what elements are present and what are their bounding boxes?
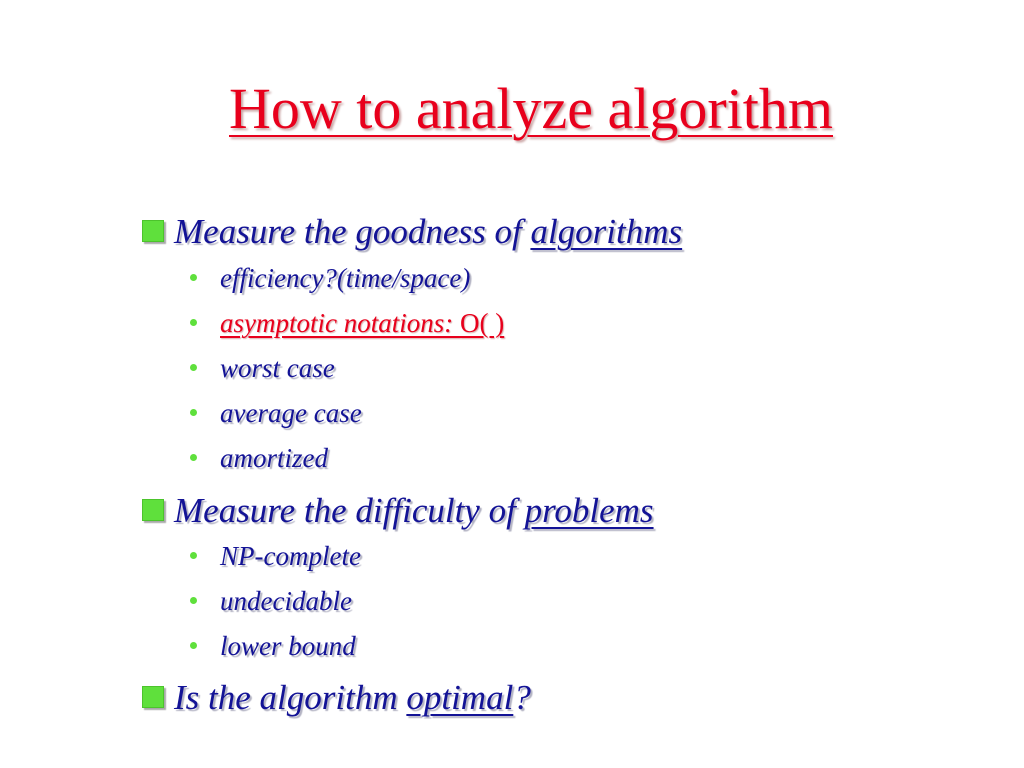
bullet-lead: Is the algorithm: [174, 678, 407, 717]
dot-bullet-icon: [190, 319, 197, 326]
sub-bullet-text: lower bound: [220, 631, 356, 661]
bullet-optimal: [142, 680, 531, 715]
dot-bullet-icon: [190, 597, 197, 604]
sub-bullet-text: average case: [220, 398, 362, 428]
sub-bullet-text: asymptotic notations:: [220, 308, 460, 338]
square-bullet-icon: [142, 686, 164, 708]
sub-bullet-text: efficiency?(time/space): [220, 263, 471, 293]
dot-bullet-icon: [190, 552, 197, 559]
sub-bullet-np-complete: [190, 543, 361, 570]
slide-title: How to analyze algorithm: [229, 76, 833, 141]
sub-bullet-lower-bound: [190, 633, 356, 660]
problems-link[interactable]: problems: [524, 491, 654, 530]
sub-bullet-text: NP-complete: [220, 541, 361, 571]
sub-bullet-text: amortized: [220, 443, 328, 473]
dot-bullet-icon: [190, 364, 197, 371]
dot-bullet-icon: [190, 274, 197, 281]
asymptotic-notations-link[interactable]: [220, 308, 504, 338]
bullet-lead: Measure the difficulty of: [174, 491, 525, 530]
sub-bullet-average-case: [190, 400, 362, 427]
sub-bullet-amortized: [190, 445, 328, 472]
sub-bullet-asymptotic: [190, 310, 504, 337]
bullet-tail: ?: [513, 678, 531, 717]
bullet-goodness: [142, 214, 682, 249]
optimal-link[interactable]: optimal: [406, 678, 514, 717]
algorithms-link[interactable]: algorithms: [530, 212, 683, 251]
sub-bullet-text: worst case: [220, 353, 335, 383]
sub-bullet-worst-case: [190, 355, 335, 382]
bullet-difficulty: [142, 493, 654, 528]
dot-bullet-icon: [190, 642, 197, 649]
sub-bullet-text: undecidable: [220, 586, 352, 616]
sub-bullet-undecidable: [190, 588, 352, 615]
big-o-notation: O( ): [459, 308, 505, 338]
sub-bullet-efficiency: [190, 265, 470, 292]
dot-bullet-icon: [190, 454, 197, 461]
bullet-lead: Measure the goodness of: [174, 212, 531, 251]
square-bullet-icon: [142, 499, 164, 521]
dot-bullet-icon: [190, 409, 197, 416]
square-bullet-icon: [142, 220, 164, 242]
